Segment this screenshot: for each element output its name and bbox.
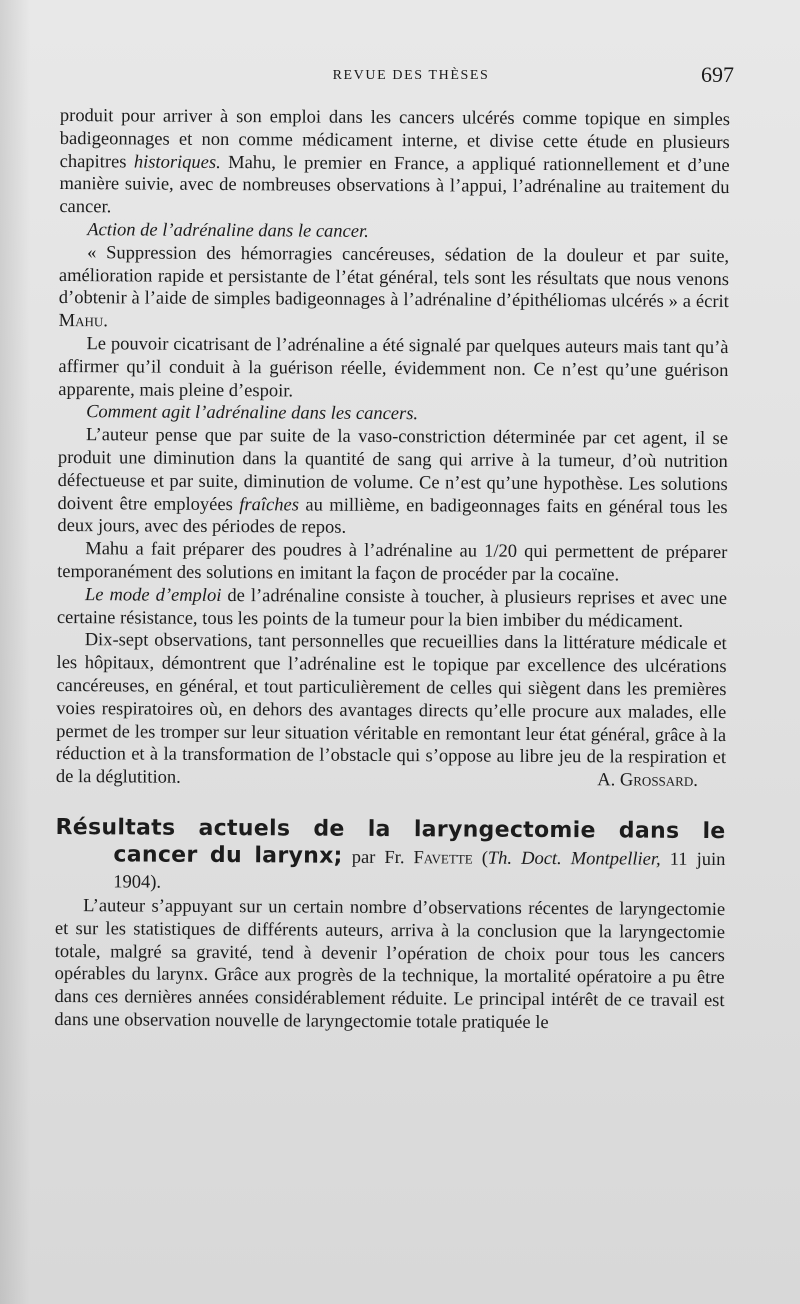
paragraph-text: Mahu, le premier en France, a appliqué rationnellement et d’une manière suivie, avec de nombreuses observations à l’appui, l’adrénaline au traitement du cancer.: [59, 152, 730, 218]
quoted-author: Mahu.: [58, 311, 108, 332]
paragraph-text: au millième, en badigeonnages faits en général tous les deux jours, avec des périodes de repos.: [57, 495, 728, 539]
paragraph: [57, 584, 727, 634]
article-title: Résultats actuels de la laryngectomie dans le cancer du larynx;: [55, 814, 726, 869]
review-signature: A. Grossard.: [597, 770, 698, 792]
paragraph-text: Dix-sept observations, tant personnelles que recueillies dans la littérature médicale et les hôpitaux, démontrent que l’adrénaline est le topique par excellence des ulcérations cancéreuses, en général, et tout particulièrement de celles qui siègent dans les premières voies respiratoires où, en dehors des avantages directs qu’elle procure aux malades, elle permet de les tromper sur leur situation véritable en remontant leur état général, grâce à la réduction et à la transformation de l’obstacle qui s’oppose au libre jeu de la respiration et de la déglutition.: [55, 630, 727, 788]
paragraph: Mahu a fait préparer des poudres à l’adrénaline au 1/20 qui permettent de préparer temporanément des solutions en imitant la façon de procéder par la cocaïne.: [57, 539, 728, 586]
article-title-block: [55, 815, 725, 899]
italic-phrase: historiques.: [133, 152, 221, 173]
thesis-reference: Th. Doct. Montpellier,: [487, 848, 661, 870]
quotation-text: « Suppression des hémorragies cancéreuses, sédation de la douleur et par suite, amélioration rapide et persistante de l’état général, tels sont les résultats que nous venons d’obtenir à l’aide de simples badigeonnages à l’adrénaline d’épithéliomas ulcérés » a écrit: [58, 242, 730, 313]
section-heading: Comment agit l’adrénaline dans les cancers.: [86, 402, 419, 425]
page-body: [54, 105, 730, 1036]
paragraph: [59, 105, 730, 223]
paragraph: [59, 242, 730, 337]
page-number: 697: [701, 62, 734, 87]
paragraph-text: L’auteur pense que par suite de la vaso-constriction déterminée par cet agent, il se produit une diminution dans la quantité de sang qui arrive à la tumeur, d’où nutrition défectueuse et par suite, diminution de volume. Ce n’est qu’une hypothèse. Les solutions doivent être employées: [57, 425, 729, 515]
paragraph: [56, 629, 727, 793]
byline-by: par Fr.: [342, 847, 414, 869]
paragraph-text: produit pour arriver à son emploi dans les cancers ulcérés comme topique en simples badigeonnages et non comme médicament interne, et divise cette étude en plusieurs chapitres: [59, 105, 730, 173]
paren-open: (: [472, 848, 488, 869]
thesis-date: 11 juin 1904).: [113, 849, 726, 893]
italic-phrase: Le mode d’emploi: [84, 584, 222, 606]
paragraph: Le pouvoir cicatrisant de l’adrénaline a été signalé par quelques auteurs mais tant qu’à affirmer qu’il conduit à la guérison réelle, évidemment non. Ce n’est qu’une guérison apparente, mais pleine d’espoir.: [58, 334, 729, 401]
paragraph-text: de l’adrénaline consiste à toucher, à plusieurs reprises et avec une certaine résistance, tous les points de la tumeur pour la bien imbiber du médicament.: [56, 585, 728, 632]
paragraph: L’auteur s’appuyant sur un certain nombre d’observations récentes de laryngectomie et sur les statistiques de différents auteurs, arriva à la conclusion que la laryngectomie totale, malgré sa gravité, tend à devenir l’opération de choix pour tous les cancers opérables du larynx. Grâce aux progrès de la technique, la mortalité opératoire a pu être dans ces dernières années considérablement réduite. Le principal intérêt de ce travail est dans une observation nouvelle de laryngectomie totale pratiquée le: [54, 896, 726, 1033]
section-heading: Action de l’adrénaline dans le cancer.: [87, 220, 369, 242]
italic-word: fraîches: [239, 494, 299, 516]
paragraph: [57, 424, 728, 542]
page-header: [88, 62, 734, 92]
running-head: REVUE DES THÈSES: [332, 68, 490, 83]
article-author: Favette: [413, 848, 473, 869]
